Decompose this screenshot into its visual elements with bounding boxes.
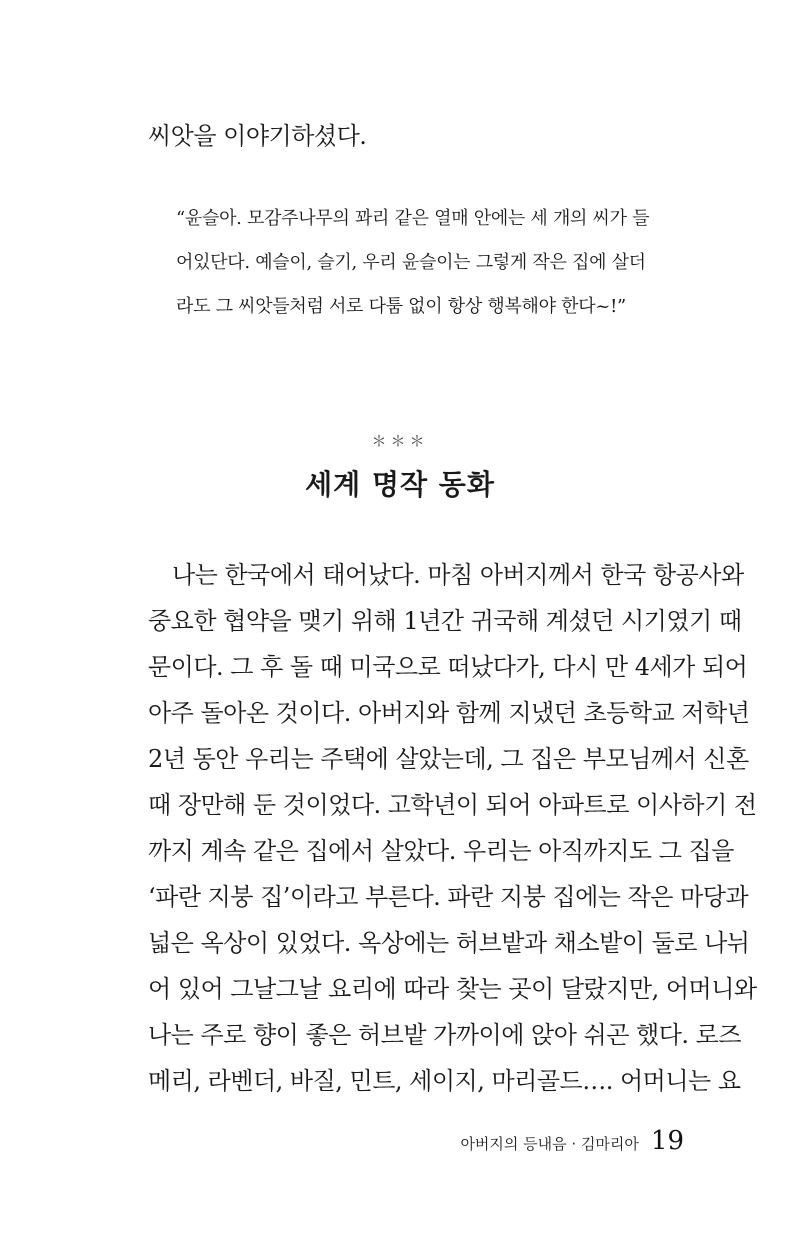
page-footer xyxy=(460,1126,684,1156)
quote-line: 어있단다. 예슬이, 슬기, 우리 윤슬이는 그렇게 작은 집에 살더 xyxy=(176,252,646,273)
body-line: 나는 한국에서 태어났다. 마침 아버지께서 한국 항공사와 xyxy=(172,561,744,589)
body-line: 어 있어 그날그날 요리에 따라 찾는 곳이 달랐지만, 어머니와 xyxy=(148,975,757,1003)
body-line: 까지 계속 같은 집에서 살았다. 우리는 아직까지도 그 집을 xyxy=(148,837,734,865)
body-line: 아주 돌아온 것이다. 아버지와 함께 지냈던 초등학교 저학년 xyxy=(148,699,750,727)
running-title: 아버지의 등내음 · 김마리아 xyxy=(460,1135,639,1153)
page-number: 19 xyxy=(650,1126,684,1156)
quote-line: “윤슬아. 모감주나무의 꽈리 같은 열매 안에는 세 개의 씨가 들 xyxy=(176,208,650,229)
body-line: 때 장만해 둔 것이었다. 고학년이 되어 아파트로 이사하기 전 xyxy=(148,791,757,819)
body-line: 2년 동안 우리는 주택에 살았는데, 그 집은 부모님께서 신혼 xyxy=(148,745,749,773)
body-line: 메리, 라벤더, 바질, 민트, 세이지, 마리골드…. 어머니는 요 xyxy=(148,1067,741,1095)
section-separator: ＊＊＊ xyxy=(371,432,429,450)
body-line: 넓은 옥상이 있었다. 옥상에는 허브밭과 채소밭이 둘로 나뉘 xyxy=(148,929,750,957)
body-line: 중요한 협약을 맺기 위해 1년간 귀국해 계셨던 시기였기 때 xyxy=(148,607,742,635)
body-line: 문이다. 그 후 돌 때 미국으로 떠났다가, 다시 만 4세가 되어 xyxy=(148,653,748,681)
opening-line: 씨앗을 이야기하셨다. xyxy=(148,122,367,150)
section-title: 세계 명작 동화 xyxy=(305,468,495,501)
body-line: ‘파란 지붕 집’이라고 부른다. 파란 지붕 집에는 작은 마당과 xyxy=(148,883,749,911)
body-line: 나는 주로 향이 좋은 허브밭 가까이에 앉아 쉬곤 했다. 로즈 xyxy=(148,1021,742,1049)
quote-line: 라도 그 씨앗들처럼 서로 다툼 없이 항상 행복해야 한다~!” xyxy=(176,296,626,317)
